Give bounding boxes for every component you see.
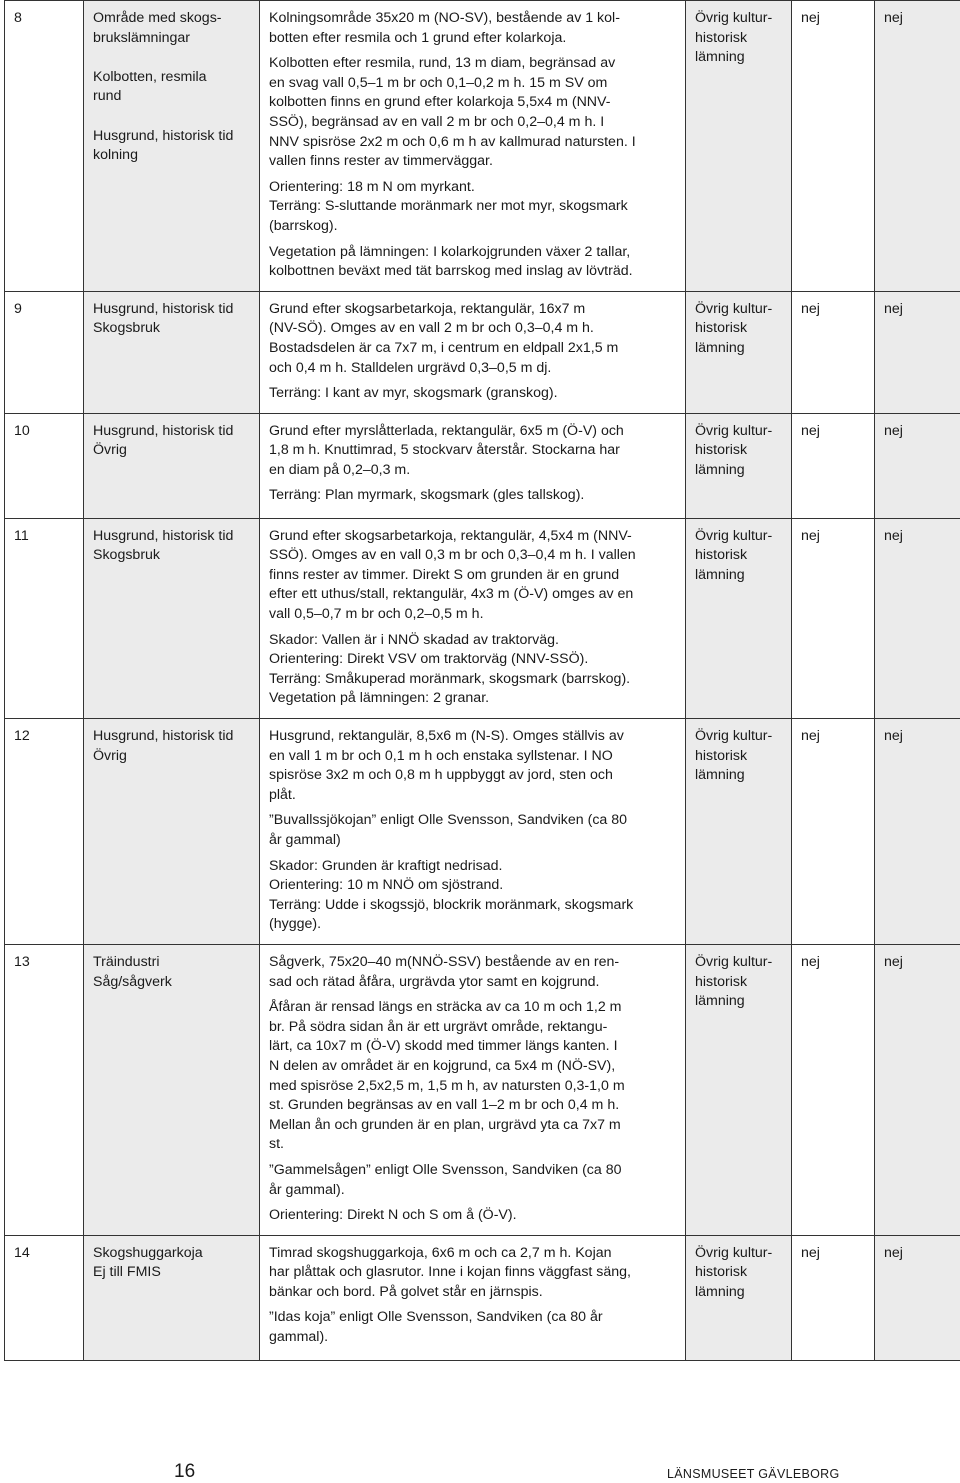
status-value: nej xyxy=(884,300,903,317)
object-type-line: Husgrund, historisk tid xyxy=(93,527,234,544)
classification-line: Övrig kultur- xyxy=(695,953,773,970)
description-paragraph xyxy=(269,178,677,237)
description-line: en diam på 0,2–0,3 m. xyxy=(269,461,411,478)
status-value: nej xyxy=(801,10,820,26)
description-line: med spisröse 2,5x2,5 m, 1,5 m h, av natursten 0,3-1,0 m xyxy=(269,1077,625,1094)
status-value: nej xyxy=(801,422,820,439)
description-cell xyxy=(260,291,686,413)
description-line: 1,8 m h. Knuttimrad, 5 stockvarv återstår. Stockarna har xyxy=(269,442,620,459)
status-cell xyxy=(875,719,960,945)
description-paragraph xyxy=(269,727,677,805)
object-type-line: Husgrund, historisk tid xyxy=(93,127,234,144)
description-line: (NV-SÖ). Omges av en vall 2 m br och 0,3–0,4 m h. xyxy=(269,320,594,337)
classification-cell xyxy=(686,518,792,718)
description-paragraph xyxy=(269,631,677,709)
description-paragraph xyxy=(269,300,677,378)
description-paragraph xyxy=(269,384,677,404)
description-paragraph xyxy=(269,811,677,850)
object-type-line: Såg/sågverk xyxy=(93,973,172,990)
description-line: Kolningsområde 35x20 m (NO-SV), bestående av 1 kol- xyxy=(269,10,620,26)
object-type-line: Träindustri xyxy=(93,953,160,970)
description-line: Grund efter skogsarbetarkoja, rektangulär, 4,5x4 m (NNV- xyxy=(269,527,632,544)
status-cell xyxy=(792,291,875,413)
description-line: Orientering: 10 m NNÖ om sjöstrand. xyxy=(269,877,504,894)
object-type-line: brukslämningar xyxy=(93,29,190,46)
table-row xyxy=(5,944,960,1235)
description-line: Grund efter skogsarbetarkoja, rektangulär, 16x7 m xyxy=(269,300,586,317)
classification-line: lämning xyxy=(695,767,745,784)
page-number: 16 xyxy=(174,1461,196,1482)
object-number: 10 xyxy=(14,422,30,439)
object-type-line: Skogshuggarkoja xyxy=(93,1244,203,1261)
description-line: Sågverk, 75x20–40 m(NNÖ-SSV) bestående av en ren- xyxy=(269,953,620,970)
status-value: nej xyxy=(884,527,903,544)
description-line: vallen finns rester av timmerväggar. xyxy=(269,153,493,170)
document-page xyxy=(4,0,958,1361)
object-type-line: Övrig xyxy=(93,747,127,764)
status-cell xyxy=(875,518,960,718)
description-paragraph xyxy=(269,998,677,1155)
object-type-line: Område med skogs- xyxy=(93,10,222,26)
page-footer xyxy=(0,1461,960,1483)
description-paragraph xyxy=(269,486,677,506)
status-cell xyxy=(875,944,960,1235)
description-line: Terräng: Småkuperad moränmark, skogsmark (barrskog). xyxy=(269,670,631,687)
description-cell xyxy=(260,719,686,945)
description-line: SSÖ), begränsad av en vall 2 m br och 0,2–0,4 m h. I xyxy=(269,113,605,130)
description-line: finns rester av timmer. Direkt S om grunden är en grund xyxy=(269,566,620,583)
classification-line: Övrig kultur- xyxy=(695,10,773,26)
classification-line: historisk xyxy=(695,1264,748,1281)
description-line: efter ett uthus/stall, rektangulär, 4x3 m (Ö-V) omges av en xyxy=(269,586,634,603)
description-paragraph xyxy=(269,54,677,172)
object-number: 11 xyxy=(14,527,29,544)
description-line: Bostadsdelen är ca 7x7 m, i centrum en eldpall 2x1,5 m xyxy=(269,339,619,356)
table-row xyxy=(5,719,960,945)
description-paragraph xyxy=(269,1244,677,1303)
status-value: nej xyxy=(884,728,903,745)
object-type-line: Skogsbruk xyxy=(93,320,161,337)
status-value: nej xyxy=(884,10,903,26)
description-line: Orientering: Direkt N och S om å (Ö-V). xyxy=(269,1207,517,1224)
description-line: plåt. xyxy=(269,786,296,803)
classification-cell xyxy=(686,719,792,945)
description-line: (hygge). xyxy=(269,916,322,933)
description-line: kolbottnen beväxt med tät barrskog med inslag av lövträd. xyxy=(269,263,633,280)
description-line: sad och rätad åfåra, urgrävda ytor samt en kojgrund. xyxy=(269,973,600,990)
classification-cell xyxy=(686,1235,792,1360)
classification-cell xyxy=(686,1,792,292)
object-type-line: Övrig xyxy=(93,442,127,459)
classification-cell xyxy=(686,291,792,413)
object-type-cell xyxy=(84,719,260,945)
status-cell xyxy=(792,719,875,945)
object-number: 14 xyxy=(14,1244,30,1261)
object-type-line: Husgrund, historisk tid xyxy=(93,300,234,317)
description-line: Mellan ån och grunden är en plan, urgrävd yta ca 7x7 m xyxy=(269,1116,621,1133)
object-type-line: Husgrund, historisk tid xyxy=(93,728,234,745)
description-paragraph xyxy=(269,243,677,282)
object-type-line: Skogsbruk xyxy=(93,547,161,564)
description-line: st. Grunden begränsas av en vall 1–2 m br och 0,4 m h. xyxy=(269,1097,620,1114)
classification-line: lämning xyxy=(695,1283,745,1300)
description-line: ”Idas koja” enligt Olle Svensson, Sandviken (ca 80 år xyxy=(269,1309,603,1326)
description-paragraph xyxy=(269,9,677,48)
description-line: N delen av området är en kojgrund, ca 5x4 m (NÖ-SV), xyxy=(269,1057,616,1074)
classification-line: Övrig kultur- xyxy=(695,1244,773,1261)
classification-line: historisk xyxy=(695,747,748,764)
description-line: br. På södra sidan ån är ett urgrävt område, rektangu- xyxy=(269,1018,608,1035)
object-type-line: Kolbotten, resmila xyxy=(93,68,207,85)
classification-line: lämning xyxy=(695,461,745,478)
classification-line: lämning xyxy=(695,339,745,356)
description-line: en svag vall 0,5–1 m br och 0,1–0,2 m h. 15 m SV om xyxy=(269,74,608,91)
table-row xyxy=(5,1,960,292)
classification-line: historisk xyxy=(695,973,748,990)
object-type-cell xyxy=(84,944,260,1235)
object-type-cell xyxy=(84,1,260,292)
object-number: 12 xyxy=(14,728,30,745)
description-line: Vegetation på lämningen: 2 granar. xyxy=(269,690,490,707)
classification-line: lämning xyxy=(695,993,745,1010)
object-number-cell xyxy=(5,413,84,518)
object-number-cell xyxy=(5,291,84,413)
object-type-cell xyxy=(84,413,260,518)
description-line: (barrskog). xyxy=(269,217,338,234)
description-line: Terräng: I kant av myr, skogsmark (granskog). xyxy=(269,385,558,402)
description-line: Terräng: Udde i skogssjö, blockrik moränmark, skogsmark xyxy=(269,896,634,913)
classification-line: lämning xyxy=(695,566,745,583)
status-cell xyxy=(792,413,875,518)
description-line: Åfåran är rensad längs en sträcka av ca 10 m och 1,2 m xyxy=(269,999,622,1016)
description-line: ”Gammelsågen” enligt Olle Svensson, Sandviken (ca 80 xyxy=(269,1161,622,1178)
description-cell xyxy=(260,413,686,518)
description-line: Husgrund, rektangulär, 8,5x6 m (N-S). Omges ställvis av xyxy=(269,728,624,745)
description-paragraph xyxy=(269,857,677,935)
object-number: 9 xyxy=(14,300,22,317)
status-value: nej xyxy=(884,422,903,439)
object-type-cell xyxy=(84,518,260,718)
classification-line: Övrig kultur- xyxy=(695,300,773,317)
paragraph-gap xyxy=(93,48,251,68)
description-line: spisröse 3x2 m och 0,8 m h uppbyggt av jord, sten och xyxy=(269,767,613,784)
description-line: har plåttak och glasrutor. Inne i kojan finns väggfast säng, xyxy=(269,1264,632,1281)
status-value: nej xyxy=(801,527,820,544)
description-line: NNV spisröse 2x2 m och 0,6 m h av kallmurad natursten. I xyxy=(269,133,636,150)
description-line: kolbotten finns en grund efter kolarkoja 5,5x4 m (NNV- xyxy=(269,94,611,111)
description-line: botten efter resmila och 1 grund efter kolarkoja. xyxy=(269,29,567,46)
object-type-line: Husgrund, historisk tid xyxy=(93,422,234,439)
classification-line: lämning xyxy=(695,49,745,66)
status-value: nej xyxy=(884,953,903,970)
description-line: lärt, ca 10x7 m (Ö-V) skodd med timmer längs kanten. I xyxy=(269,1038,618,1055)
description-line: en vall 1 m br och 0,1 m h och enstaka syllstenar. I NO xyxy=(269,747,613,764)
description-line: år gammal). xyxy=(269,1181,345,1198)
object-type-line: kolning xyxy=(93,147,138,164)
inventory-table-body xyxy=(5,1,960,1361)
description-line: Orientering: 18 m N om myrkant. xyxy=(269,178,475,195)
object-number: 13 xyxy=(14,953,30,970)
classification-line: historisk xyxy=(695,442,748,459)
object-number-cell xyxy=(5,944,84,1235)
classification-line: Övrig kultur- xyxy=(695,422,773,439)
description-line: Grund efter myrslåtterlada, rektangulär, 6x5 m (Ö-V) och xyxy=(269,422,624,439)
status-value: nej xyxy=(801,953,820,970)
description-line: gammal). xyxy=(269,1329,329,1346)
description-line: st. xyxy=(269,1136,284,1153)
description-paragraph xyxy=(269,1308,677,1347)
object-number-cell xyxy=(5,1,84,292)
status-cell xyxy=(792,1235,875,1360)
object-number-cell xyxy=(5,1235,84,1360)
description-paragraph xyxy=(269,527,677,625)
status-value: nej xyxy=(801,728,820,745)
status-value: nej xyxy=(801,300,820,317)
status-cell xyxy=(875,413,960,518)
paragraph-gap xyxy=(93,107,251,127)
description-paragraph xyxy=(269,1161,677,1200)
inventory-table xyxy=(4,0,960,1361)
description-cell xyxy=(260,1,686,292)
description-line: år gammal) xyxy=(269,832,341,848)
description-cell xyxy=(260,518,686,718)
description-line: Terräng: S-sluttande moränmark ner mot myr, skogsmark xyxy=(269,198,628,215)
description-paragraph xyxy=(269,422,677,481)
status-value: nej xyxy=(884,1244,903,1261)
description-paragraph xyxy=(269,953,677,992)
classification-cell xyxy=(686,944,792,1235)
description-line: Skador: Grunden är kraftigt nedrisad. xyxy=(269,857,503,874)
description-line: Vegetation på lämningen: I kolarkojgrunden växer 2 tallar, xyxy=(269,243,631,260)
object-number: 8 xyxy=(14,10,22,26)
description-cell xyxy=(260,1235,686,1360)
description-line: SSÖ). Omges av en vall 0,3 m br och 0,3–0,4 m h. I vallen xyxy=(269,547,636,564)
description-line: Timrad skogshuggarkoja, 6x6 m och ca 2,7 m h. Kojan xyxy=(269,1244,612,1261)
description-line: och 0,4 m h. Stalldelen urgrävd 0,3–0,5 m dj. xyxy=(269,359,552,376)
status-cell xyxy=(875,1,960,292)
classification-line: Övrig kultur- xyxy=(695,728,773,745)
object-type-cell xyxy=(84,291,260,413)
description-line: Orientering: Direkt VSV om traktorväg (NNV-SSÖ). xyxy=(269,651,589,668)
status-cell xyxy=(875,1235,960,1360)
description-cell xyxy=(260,944,686,1235)
organization-name: LÄNSMUSEET GÄVLEBORG xyxy=(667,1467,840,1481)
classification-line: Övrig kultur- xyxy=(695,527,773,544)
object-type-line: Ej till FMIS xyxy=(93,1264,161,1281)
status-cell xyxy=(792,1,875,292)
classification-line: historisk xyxy=(695,320,748,337)
classification-cell xyxy=(686,413,792,518)
table-row xyxy=(5,413,960,518)
object-type-cell xyxy=(84,1235,260,1360)
table-row xyxy=(5,518,960,718)
object-number-cell xyxy=(5,518,84,718)
object-type-line: rund xyxy=(93,88,122,105)
status-cell xyxy=(792,944,875,1235)
description-line: Skador: Vallen är i NNÖ skadad av traktorväg. xyxy=(269,631,559,648)
description-line: bänkar och bord. På golvet står en järnspis. xyxy=(269,1283,543,1300)
description-line: Terräng: Plan myrmark, skogsmark (gles tallskog). xyxy=(269,487,585,504)
description-paragraph xyxy=(269,1206,677,1226)
classification-line: historisk xyxy=(695,29,748,46)
object-number-cell xyxy=(5,719,84,945)
description-line: Kolbotten efter resmila, rund, 13 m diam, begränsad av xyxy=(269,55,616,72)
classification-line: historisk xyxy=(695,547,748,564)
description-line: ”Buvallssjökojan” enligt Olle Svensson, Sandviken (ca 80 xyxy=(269,812,628,829)
table-row xyxy=(5,291,960,413)
status-value: nej xyxy=(801,1244,820,1261)
status-cell xyxy=(792,518,875,718)
table-row xyxy=(5,1235,960,1360)
status-cell xyxy=(875,291,960,413)
description-line: vall 0,5–0,7 m br och 0,2–0,5 m h. xyxy=(269,606,484,623)
